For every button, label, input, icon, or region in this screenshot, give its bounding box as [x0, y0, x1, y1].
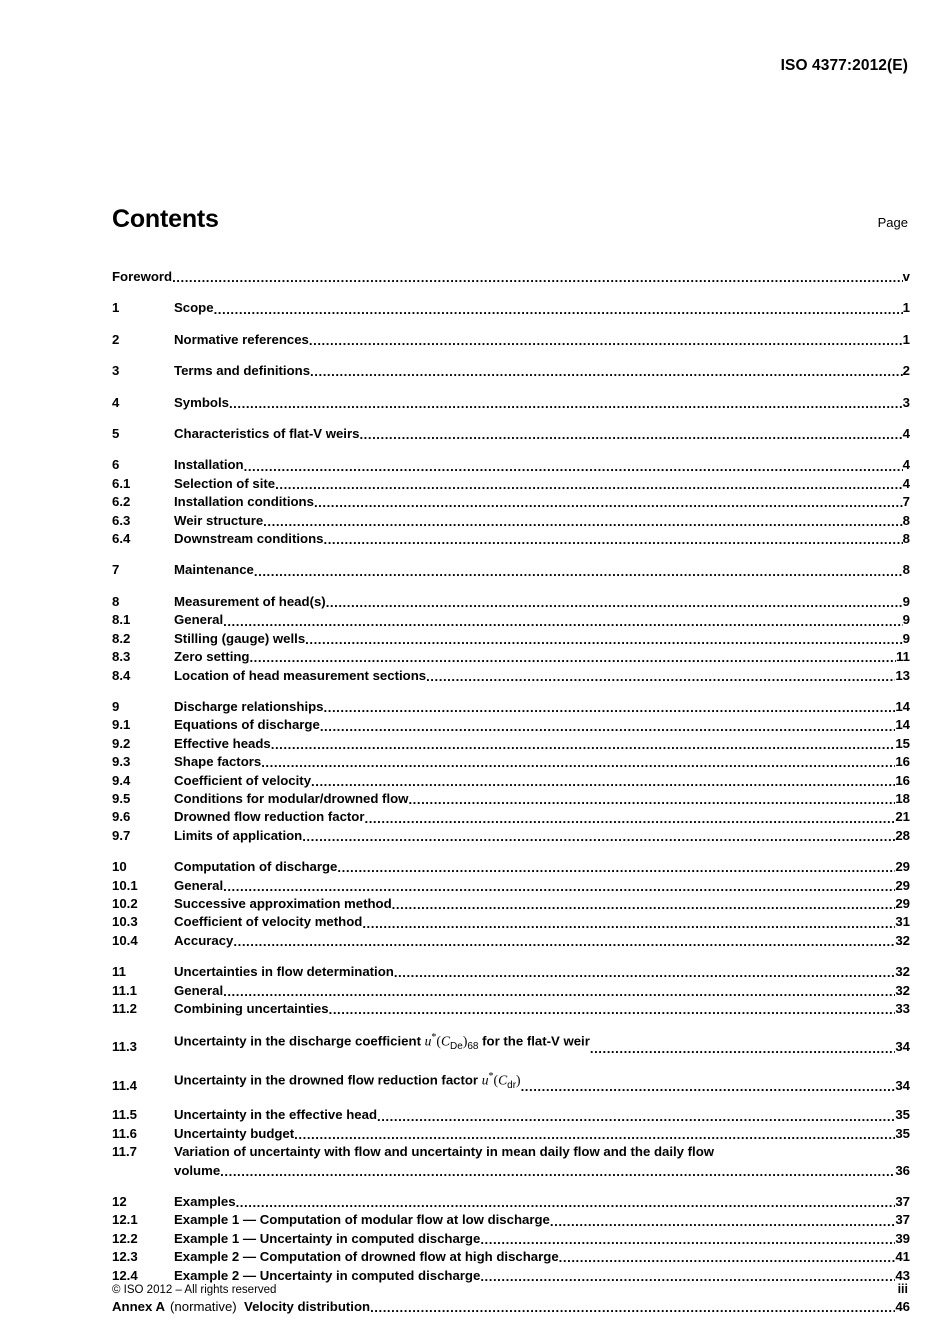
- toc-number: 11.3: [112, 1039, 137, 1055]
- toc-label-text-before: Uncertainty in the discharge coefficient: [174, 1033, 425, 1049]
- toc-leader-dots: [223, 985, 895, 998]
- toc-page-number: 14: [895, 698, 910, 714]
- toc-number: 3: [112, 363, 120, 379]
- toc-page-number: 16: [895, 754, 910, 770]
- toc-page-number: 32: [895, 964, 910, 980]
- toc-page-number: 29: [895, 859, 910, 875]
- toc-page-number: 43: [895, 1267, 910, 1283]
- toc-label: Downstream conditions: [174, 531, 324, 547]
- toc-leader-dots: [254, 565, 903, 578]
- toc-page-number: 1: [902, 331, 910, 347]
- toc-label: Example 2 — Computation of drowned flow at high discharge: [174, 1249, 559, 1265]
- toc-leader-dots: [324, 701, 896, 714]
- toc-number: 9.7: [112, 827, 131, 843]
- toc-number: 11.2: [112, 1001, 137, 1016]
- toc-entry-installation[interactable]: [112, 456, 910, 474]
- toc-page-number: 9: [902, 612, 910, 628]
- toc-number: 9.1: [112, 717, 131, 733]
- toc-page-number: 35: [895, 1107, 910, 1123]
- math-open-paren: (: [493, 1072, 499, 1088]
- math-open-paren: (: [436, 1033, 441, 1049]
- toc-entry-combining-uncertainties[interactable]: [112, 1000, 910, 1018]
- table-of-contents: [112, 268, 910, 1316]
- toc-leader-dots: [329, 1003, 896, 1016]
- toc-page-number: 32: [895, 982, 910, 998]
- toc-label: Uncertainty budget: [174, 1125, 295, 1141]
- toc-leader-dots: [314, 496, 903, 509]
- math-superscript-star: *: [488, 1070, 494, 1082]
- math-subscript-68: 68: [467, 1041, 479, 1053]
- toc-label: Selection of site: [174, 475, 276, 491]
- toc-leader-dots: [408, 793, 895, 806]
- toc-label: Installation conditions: [174, 494, 314, 510]
- toc-page-number: 16: [895, 772, 910, 788]
- toc-leader-dots: [294, 1128, 895, 1141]
- math-close-paren: ): [516, 1072, 521, 1088]
- document-footer: [112, 1282, 908, 1296]
- toc-label: Successive approximation method: [174, 895, 392, 911]
- toc-entry-variation-of-uncertainty-with-flow[interactable]: [112, 1143, 910, 1180]
- toc-number: 10.4: [112, 932, 138, 948]
- toc-label: Discharge relationships: [174, 698, 324, 714]
- annex-title: Velocity distribution: [244, 1298, 371, 1314]
- toc-number: 10.2: [112, 895, 138, 911]
- toc-label: Maintenance: [174, 562, 254, 578]
- toc-leader-dots: [392, 898, 896, 911]
- toc-entry-uncertainty-in-discharge-coefficient[interactable]: [112, 1029, 910, 1056]
- toc-entry-symbols[interactable]: [112, 394, 910, 412]
- toc-leader-dots: [229, 397, 903, 410]
- toc-leader-dots: [275, 478, 903, 491]
- toc-entry-examples[interactable]: [112, 1193, 910, 1211]
- toc-number: 1: [112, 300, 120, 316]
- toc-leader-dots: [249, 651, 896, 664]
- toc-label: Location of head measurement sections: [174, 667, 427, 683]
- toc-label-continuation: volume: [174, 1162, 221, 1178]
- toc-label: Weir structure: [174, 512, 264, 528]
- footer-page-number: iii: [897, 1282, 908, 1296]
- toc-number: 8: [112, 593, 120, 609]
- toc-leader-dots: [172, 271, 903, 284]
- toc-entry-limits-of-application[interactable]: [112, 827, 910, 845]
- toc-leader-dots: [233, 935, 895, 948]
- toc-leader-dots: [359, 428, 902, 441]
- toc-entry-scope[interactable]: [112, 299, 910, 317]
- toc-label: Limits of application: [174, 827, 303, 843]
- toc-leader-dots: [220, 1165, 895, 1178]
- toc-leader-dots: [214, 303, 903, 316]
- toc-leader-dots: [271, 738, 896, 751]
- toc-page-number: 14: [895, 717, 910, 733]
- toc-leader-dots: [311, 775, 895, 788]
- toc-label: [170, 1298, 370, 1316]
- annex-name: Annex A: [112, 1298, 166, 1314]
- toc-entry-example-2-computation[interactable]: [112, 1248, 910, 1266]
- toc-entry-terms-and-definitions[interactable]: [112, 362, 910, 380]
- toc-number: 12.4: [112, 1267, 138, 1283]
- toc-page-number: v: [902, 269, 910, 284]
- toc-leader-dots: [320, 720, 896, 733]
- toc-number: 11.7: [112, 1144, 137, 1160]
- toc-label: Stilling (gauge) wells: [174, 630, 306, 646]
- toc-page-number: 9: [902, 593, 910, 609]
- document-header-standard-id: ISO 4377:2012(E): [780, 57, 908, 74]
- toc-label: Example 1 — Uncertainty in computed discharge: [174, 1230, 481, 1246]
- toc-entry-normative-references[interactable]: [112, 331, 910, 349]
- page-column-header: Page: [877, 215, 908, 230]
- toc-entry-characteristics-of-flat-v-weirs[interactable]: [112, 425, 910, 443]
- toc-page-number: 7: [902, 494, 910, 510]
- toc-number: 8.2: [112, 630, 131, 646]
- toc-leader-dots: [480, 1270, 895, 1283]
- toc-leader-dots: [310, 365, 903, 378]
- toc-number: 5: [112, 426, 120, 442]
- math-variable-c: C: [498, 1072, 508, 1088]
- toc-entry-coefficient-of-velocity[interactable]: [112, 772, 910, 790]
- toc-page-number: 29: [895, 895, 910, 911]
- toc-entry-uncertainty-in-drowned-flow-reduction-factor[interactable]: [112, 1068, 910, 1095]
- toc-page-number: 36: [895, 1162, 910, 1178]
- toc-leader-dots: [550, 1215, 895, 1228]
- toc-entry-line-2: [112, 1162, 910, 1180]
- toc-entry-shape-factors[interactable]: [112, 753, 910, 771]
- toc-label: Example 1 — Computation of modular flow at low discharge: [174, 1212, 550, 1228]
- toc-leader-dots: [223, 615, 903, 628]
- toc-page-number: 9: [902, 630, 910, 646]
- toc-label: General: [174, 612, 224, 628]
- toc-number: 7: [112, 562, 120, 578]
- toc-number: 10.3: [112, 914, 138, 930]
- toc-leader-dots: [244, 460, 903, 473]
- toc-number: 8.4: [112, 667, 131, 683]
- toc-number: 9.6: [112, 809, 131, 825]
- toc-leader-dots: [394, 966, 896, 979]
- toc-label: Coefficient of velocity: [174, 772, 312, 788]
- toc-leader-dots: [263, 515, 902, 528]
- toc-label: Normative references: [174, 331, 309, 347]
- toc-entry-installation-conditions[interactable]: [112, 493, 910, 511]
- toc-label: Foreword: [112, 269, 173, 284]
- toc-page-number: 8: [902, 512, 910, 528]
- toc-label: Equations of discharge: [174, 717, 320, 733]
- toc-leader-dots: [309, 334, 903, 347]
- toc-label: Coefficient of velocity method: [174, 914, 363, 930]
- toc-label: Installation: [174, 457, 244, 473]
- toc-page-number: 46: [895, 1298, 910, 1314]
- toc-page-number: 4: [902, 475, 910, 491]
- toc-number: 6.4: [112, 531, 131, 547]
- toc-number: 11: [112, 964, 126, 980]
- toc-number: 12.3: [112, 1249, 138, 1265]
- toc-label: Examples: [174, 1193, 236, 1209]
- toc-number: 11.6: [112, 1125, 137, 1141]
- toc-number: 11.5: [112, 1107, 137, 1123]
- toc-entry-effective-heads[interactable]: [112, 735, 910, 753]
- page-title: Contents: [112, 205, 219, 233]
- toc-page-number: 1: [902, 300, 910, 316]
- toc-entry-uncertainty-in-the-effective-head[interactable]: [112, 1106, 910, 1124]
- toc-label: Terms and definitions: [174, 363, 311, 379]
- toc-number: 6.1: [112, 475, 131, 491]
- toc-label: [174, 1029, 590, 1056]
- toc-number: 9.2: [112, 735, 131, 751]
- toc-entry-zero-setting[interactable]: [112, 648, 910, 666]
- toc-page-number: 4: [902, 457, 910, 473]
- toc-entry-maintenance[interactable]: [112, 561, 910, 579]
- toc-leader-dots: [302, 830, 895, 843]
- toc-leader-dots: [261, 756, 895, 769]
- toc-entry-general-10-1[interactable]: [112, 877, 910, 895]
- toc-page-number: 29: [895, 877, 910, 893]
- toc-label: Effective heads: [174, 735, 271, 751]
- toc-number: 6: [112, 457, 120, 473]
- toc-leader-dots: [426, 670, 895, 683]
- toc-page-number: 18: [895, 790, 910, 806]
- toc-leader-dots: [377, 1110, 895, 1123]
- toc-number: 11.1: [112, 982, 137, 998]
- toc-label: Symbols: [174, 394, 229, 410]
- toc-label: [174, 1068, 521, 1095]
- toc-label: General: [174, 877, 224, 893]
- math-superscript-star: *: [431, 1032, 437, 1044]
- annex-qualifier: (normative): [170, 1298, 237, 1314]
- toc-page-number: 28: [895, 827, 910, 843]
- toc-number: 2: [112, 331, 120, 347]
- toc-leader-dots: [337, 861, 895, 874]
- toc-entry-computation-of-discharge[interactable]: [112, 858, 910, 876]
- toc-leader-dots: [236, 1196, 896, 1209]
- toc-label-text-before: Uncertainty in the drowned flow reduction factor: [174, 1072, 482, 1088]
- toc-page-number: 11: [896, 649, 910, 665]
- toc-number: 6.3: [112, 512, 131, 528]
- toc-leader-dots: [326, 596, 903, 609]
- toc-leader-dots: [305, 633, 903, 646]
- toc-entry-uncertainty-budget[interactable]: [112, 1125, 910, 1143]
- toc-page-number: 35: [895, 1125, 910, 1141]
- toc-label: Measurement of head(s): [174, 593, 326, 609]
- toc-entry-measurement-of-heads[interactable]: [112, 593, 910, 611]
- toc-page-number: 41: [895, 1249, 910, 1265]
- math-subscript-de: De: [450, 1041, 463, 1053]
- math-subscript-dr: dr: [507, 1079, 517, 1091]
- toc-page-number: 8: [902, 562, 910, 578]
- toc-label: Drowned flow reduction factor: [174, 809, 365, 825]
- toc-entry-equations-of-discharge[interactable]: [112, 716, 910, 734]
- toc-entry-line-1: [112, 1143, 910, 1161]
- toc-entry-example-1-uncertainty[interactable]: [112, 1230, 910, 1248]
- toc-number: 9.5: [112, 790, 131, 806]
- toc-page-number: 21: [895, 809, 910, 825]
- toc-number: 9.4: [112, 772, 131, 788]
- toc-label: Uncertainty in the effective head: [174, 1107, 377, 1123]
- toc-entry-downstream-conditions[interactable]: [112, 530, 910, 548]
- toc-number: 8.3: [112, 649, 131, 665]
- toc-leader-dots: [365, 812, 896, 825]
- toc-label: Uncertainties in flow determination: [174, 964, 394, 980]
- toc-number: 4: [112, 394, 120, 410]
- math-close-paren: ): [462, 1033, 468, 1049]
- math-variable-u: u: [424, 1033, 432, 1049]
- toc-entry-example-1-computation[interactable]: [112, 1211, 910, 1229]
- toc-page-number: 8: [902, 531, 910, 547]
- toc-entry-coefficient-of-velocity-method[interactable]: [112, 913, 910, 931]
- toc-page-number: 37: [895, 1193, 910, 1209]
- toc-label: Combining uncertainties: [174, 1001, 329, 1016]
- toc-entry-uncertainties-in-flow-determination[interactable]: [112, 963, 910, 981]
- toc-number: 12.1: [112, 1212, 138, 1228]
- toc-entry-stilling-gauge-wells[interactable]: [112, 630, 910, 648]
- toc-page-number: 3: [902, 394, 910, 410]
- toc-number: 11.4: [112, 1077, 137, 1093]
- toc-page-number: 31: [895, 914, 910, 930]
- toc-label: Scope: [174, 300, 214, 316]
- toc-leader-dots: [590, 1042, 895, 1055]
- toc-leader-dots: [559, 1251, 896, 1264]
- toc-label: Shape factors: [174, 754, 262, 770]
- toc-number: 9.3: [112, 754, 131, 770]
- toc-page-number: 15: [895, 735, 910, 751]
- toc-page-number: 32: [895, 932, 910, 948]
- toc-entry-discharge-relationships[interactable]: [112, 698, 910, 716]
- toc-number: 6.2: [112, 494, 131, 510]
- toc-leader-dots: [480, 1233, 895, 1246]
- toc-entry-general-11-1[interactable]: [112, 982, 910, 1000]
- toc-entry-weir-structure[interactable]: [112, 512, 910, 530]
- toc-page-number: 39: [895, 1230, 910, 1246]
- toc-label: Accuracy: [174, 932, 234, 948]
- toc-label: Computation of discharge: [174, 859, 338, 875]
- math-variable-u: u: [481, 1072, 489, 1088]
- copyright-notice: © ISO 2012 – All rights reserved: [112, 1284, 277, 1296]
- toc-label: Example 2 — Uncertainty in computed discharge: [174, 1267, 481, 1283]
- toc-page-number: 13: [895, 667, 910, 683]
- toc-leader-dots: [370, 1301, 895, 1314]
- toc-entry-annex-a[interactable]: [112, 1298, 910, 1316]
- toc-label: Characteristics of flat-V weirs: [174, 426, 360, 442]
- toc-label: Variation of uncertainty with flow and uncertainty in mean daily flow and the daily flow: [174, 1144, 715, 1160]
- toc-entry-conditions-for-modular-drowned-flow[interactable]: [112, 790, 910, 808]
- toc-entry-successive-approximation-method[interactable]: [112, 895, 910, 913]
- toc-page-number: 2: [902, 363, 910, 379]
- toc-number: 8.1: [112, 612, 131, 628]
- toc-number: 12.2: [112, 1230, 138, 1246]
- toc-leader-dots: [362, 917, 895, 930]
- toc-label: General: [174, 982, 224, 998]
- toc-entry-selection-of-site[interactable]: [112, 475, 910, 493]
- toc-page-number: 34: [895, 1039, 910, 1055]
- toc-leader-dots: [223, 880, 895, 893]
- toc-page-number: 33: [895, 1001, 910, 1016]
- toc-number: 10.1: [112, 877, 138, 893]
- toc-entry-foreword[interactable]: [112, 268, 910, 286]
- toc-number: 12: [112, 1193, 127, 1209]
- toc-number: 9: [112, 698, 120, 714]
- toc-page-number: 34: [895, 1077, 910, 1093]
- toc-leader-dots: [521, 1080, 896, 1093]
- toc-label: Conditions for modular/drowned flow: [174, 790, 409, 806]
- toc-page-number: 4: [902, 426, 910, 442]
- toc-leader-dots: [323, 533, 902, 546]
- contents-title-row: [112, 205, 908, 234]
- toc-entry-general-8-1[interactable]: [112, 611, 910, 629]
- toc-entry-drowned-flow-reduction-factor[interactable]: [112, 808, 910, 826]
- math-variable-c: C: [440, 1033, 451, 1049]
- toc-entry-accuracy[interactable]: [112, 932, 910, 950]
- toc-entry-location-of-head-measurement-sections[interactable]: [112, 667, 910, 685]
- toc-label: Zero setting: [174, 649, 250, 665]
- toc-page-number: 37: [895, 1212, 910, 1228]
- toc-number: 10: [112, 859, 127, 875]
- toc-label-text-after: for the flat-V weir: [478, 1033, 590, 1049]
